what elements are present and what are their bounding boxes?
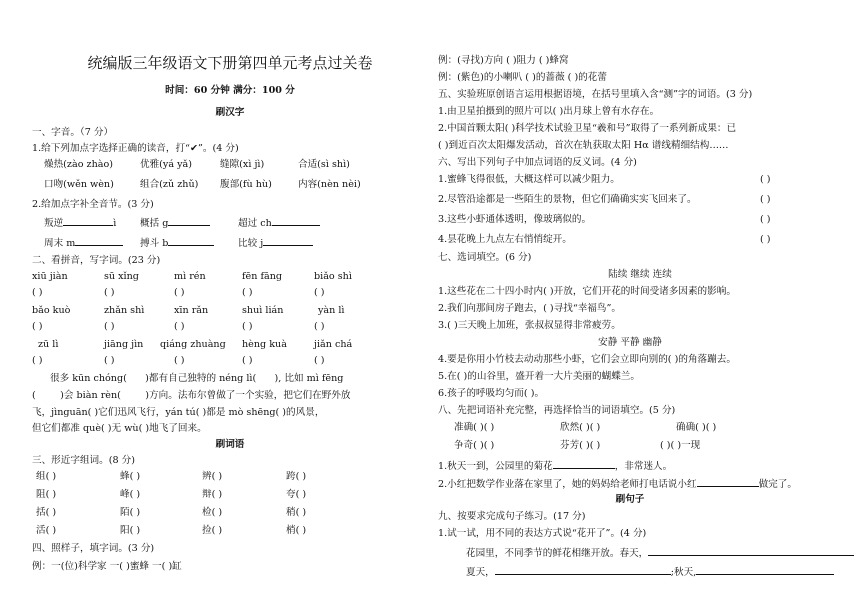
q8-item: 争奇( )( ) <box>454 440 495 451</box>
q3-item: 峰( ) <box>120 489 141 500</box>
q9-1: 1.试一试，用不同的表达方式说“花开了”。(4 分) <box>438 528 647 539</box>
q1-item: 内容(nèn nèi) <box>298 179 361 190</box>
q1-2-item: 叛逆 ì <box>44 218 117 229</box>
q4-example: 例：一(位)科学家 一( )蜜蜂 一( )缸 <box>32 561 182 572</box>
blank[interactable]: ( ) <box>32 355 43 366</box>
q1-item: 燥热(zào zhào) <box>44 159 114 170</box>
q9-1b: 夏天， ;秋天, <box>466 565 834 578</box>
q6-item: 2.尽管沿途都是一些陌生的景物，但它们确确实实飞回来了。 <box>438 194 697 205</box>
answer-line[interactable] <box>495 565 671 575</box>
q7-6: 6.孩子的呼吸均匀而( )。 <box>438 388 545 399</box>
answer-line[interactable] <box>648 546 854 556</box>
blank[interactable]: ( ) <box>242 355 253 366</box>
pinyin: zū lì <box>38 339 59 350</box>
q8-2: 2.小红把数学作业落在家里了，她的妈妈给老师打电话说小红 做完了。 <box>438 479 797 490</box>
pinyin: mì rén <box>174 271 206 282</box>
q1-1-instruction: 1.给下列加点字选择正确的读音，打“✔”。(4 分) <box>32 143 239 154</box>
blank[interactable]: ( ) <box>32 287 43 298</box>
q7-word-bank-2: 安静 平静 幽静 <box>598 337 662 348</box>
q9-heading: 九、按要求完成句子练习。(17 分) <box>438 511 586 522</box>
q1-2-item: 周末 m <box>44 236 123 249</box>
q2-paragraph-line3: 飞，jìnguān( )它们迅风飞行，yán tú( )都是 mò shēng( )的风景， <box>32 407 325 418</box>
q2-paragraph-line4: 但它们都准 què( )无 wù( )地飞了回来。 <box>32 423 207 434</box>
pinyin: hèng kuà <box>242 339 287 350</box>
blank[interactable]: ( ) <box>104 355 115 366</box>
q4-example-3: 例：(紫色)的小喇叭 ( )的蔷薇 ( )的花蕾 <box>438 72 607 83</box>
q8-item: 准确( )( ) <box>454 422 495 433</box>
q7-word-bank-1: 陆续 继续 连续 <box>608 269 672 280</box>
pinyin: fēn fāng <box>242 271 283 282</box>
q7-heading: 七、选词填空。(6 分) <box>438 252 532 263</box>
q3-item: 检( ) <box>202 507 223 518</box>
q1-item: 组合(zǔ zhǔ) <box>140 179 199 190</box>
q4-heading: 四、照样子，填字词。(3 分) <box>32 543 155 554</box>
blank[interactable]: ( ) <box>104 287 115 298</box>
q1-2-item: 搏斗 b <box>140 236 214 249</box>
blank[interactable]: ( ) <box>32 321 43 332</box>
q6-item: 4.昙花晚上九点左右悄悄绽开。 <box>438 234 572 245</box>
q4-example-2: 例：(寻找)方向 ( )阻力 ( )蜂窝 <box>438 55 569 66</box>
q8-heading: 八、先把词语补充完整，再选择恰当的词语填空。(5 分) <box>438 405 676 416</box>
q9-1a: 花园里，不同季节的鲜花相继开放。春天， <box>466 546 854 559</box>
pinyin: xiū jiàn <box>32 271 68 282</box>
q6-item: 1.蜜蜂飞得很低，大概这样可以减少阻力。 <box>438 174 620 185</box>
q5-heading: 五、实验班原创语言运用根据语境，在括号里填入含“测”字的词语。(3 分) <box>438 89 753 100</box>
answer-blank[interactable]: ( ) <box>760 214 771 225</box>
q8-item: 芬芳( )( ) <box>560 440 601 451</box>
answer-blank[interactable]: ( ) <box>760 194 771 205</box>
section-hanzi: 刷汉字 <box>215 107 245 118</box>
q7-2: 2.我们向那间房子跑去，( )寻找“幸福鸟”。 <box>438 303 621 314</box>
blank[interactable]: ( ) <box>242 287 253 298</box>
q1-item: 合适(sì shì) <box>298 159 350 170</box>
q3-item: 陌( ) <box>120 507 141 518</box>
q3-item: 组( ) <box>36 471 57 482</box>
q5-1: 1.由卫星拍摄到的照片可以( )出月球上曾有水存在。 <box>438 106 660 117</box>
answer-blank[interactable]: ( ) <box>760 234 771 245</box>
q3-heading: 三、形近字组词。(8 分) <box>32 455 135 466</box>
q3-item: 蜂( ) <box>120 471 141 482</box>
q1-item: 腹部(fù hù) <box>220 179 272 190</box>
pinyin: shuì lián <box>242 305 284 316</box>
q1-2-item: 超过 ch <box>238 216 320 229</box>
blank[interactable]: ( ) <box>242 321 253 332</box>
blank[interactable]: ( ) <box>174 321 185 332</box>
pinyin: xīn rǎn <box>174 305 209 316</box>
blank[interactable]: ( ) <box>174 287 185 298</box>
pinyin: jiāng jìn <box>104 339 144 350</box>
q1-item: 口吻(wěn wèn) <box>44 179 114 190</box>
pinyin: sū xǐng <box>104 271 139 282</box>
q5-2a: 2.中国首颗太阳( )科学技术试验卫星“羲和号”取得了一系列新成果：已 <box>438 123 737 134</box>
q1-item: 缝隙(xì jì) <box>220 159 265 170</box>
pinyin: bǎo kuò <box>32 305 71 316</box>
q3-item: 阳( ) <box>120 525 141 536</box>
q3-item: 夸( ) <box>286 489 307 500</box>
q3-item: 辨( ) <box>202 471 223 482</box>
q8-item: 确确( )( ) <box>676 422 717 433</box>
pinyin: qiáng zhuàng <box>160 339 226 350</box>
q2-paragraph-line1: 很多 kūn chóng( )都有自己独特的 néng lì( ), 比如 mì fēng <box>50 373 344 384</box>
blank[interactable]: ( ) <box>314 321 325 332</box>
q7-4: 4.要是你用小竹枝去动动那些小虾，它们会立即向别的( )的角落蹦去。 <box>438 354 736 365</box>
q3-item: 稍( ) <box>286 507 307 518</box>
q7-3: 3.( )三天晚上加班，张叔叔显得非常疲劳。 <box>438 320 621 331</box>
q1-item: 优雅(yá yǎ) <box>140 159 193 170</box>
q8-1: 1.秋天一到，公园里的菊花 ，非常迷人。 <box>438 461 673 472</box>
pinyin: biǎo shì <box>314 271 352 282</box>
q7-1: 1.这些花在二十四小时内( )开放，它们开花的时间受诸多因素的影响。 <box>438 286 736 297</box>
answer-line[interactable] <box>697 477 759 487</box>
q3-item: 活( ) <box>36 525 57 536</box>
q6-item: 3.这些小虾通体透明，像玻璃似的。 <box>438 214 592 225</box>
exam-meta: 时间：60 分钟 满分：100 分 <box>165 85 295 96</box>
q2-heading: 二、看拼音，写字词。(23 分) <box>32 255 161 266</box>
blank[interactable]: ( ) <box>314 287 325 298</box>
pinyin: zhǎn shì <box>104 305 145 316</box>
q1-2-item: 比较 j <box>238 236 313 249</box>
q3-item: 梢( ) <box>286 525 307 536</box>
q6-heading: 六、写出下列句子中加点词语的反义词。(4 分) <box>438 157 637 168</box>
answer-line[interactable] <box>696 565 834 575</box>
q3-item: 跨( ) <box>286 471 307 482</box>
q8-item: 欣然( )( ) <box>560 422 601 433</box>
q2-paragraph-line2: ( )会 biàn rèn( )方向。法布尔曾做了一个实验，把它们在野外放 <box>32 390 351 401</box>
q8-item: ( )( )一现 <box>660 440 701 451</box>
q1-heading: 一、字音。（7 分） <box>32 127 114 138</box>
q5-2b: ( )到近百次太阳爆发活动，首次在轨获取太阳 Hα 谱线精细结构…… <box>438 140 729 151</box>
blank[interactable]: ( ) <box>314 355 325 366</box>
pinyin: jiǎn chá <box>314 339 353 350</box>
q1-2-item: 概括 g <box>140 216 210 229</box>
answer-blank[interactable]: ( ) <box>760 174 771 185</box>
q3-item: 捡( ) <box>202 525 223 536</box>
exam-title: 统编版三年级语文下册第四单元考点过关卷 <box>87 54 373 72</box>
section-ciyu: 刷词语 <box>215 439 245 450</box>
section-juzi: 刷句子 <box>615 494 645 505</box>
answer-line[interactable] <box>553 459 615 469</box>
pinyin: yàn lì <box>318 305 345 316</box>
blank[interactable]: ( ) <box>104 321 115 332</box>
q7-5: 5.在( )的山谷里，盛开着一大片美丽的蝴蝶兰。 <box>438 371 640 382</box>
blank[interactable]: ( ) <box>174 355 185 366</box>
q3-item: 辩( ) <box>202 489 223 500</box>
q3-item: 阻( ) <box>36 489 57 500</box>
q3-item: 括( ) <box>36 507 57 518</box>
q1-2-instruction: 2.给加点字补全音节。(3 分) <box>32 199 154 210</box>
